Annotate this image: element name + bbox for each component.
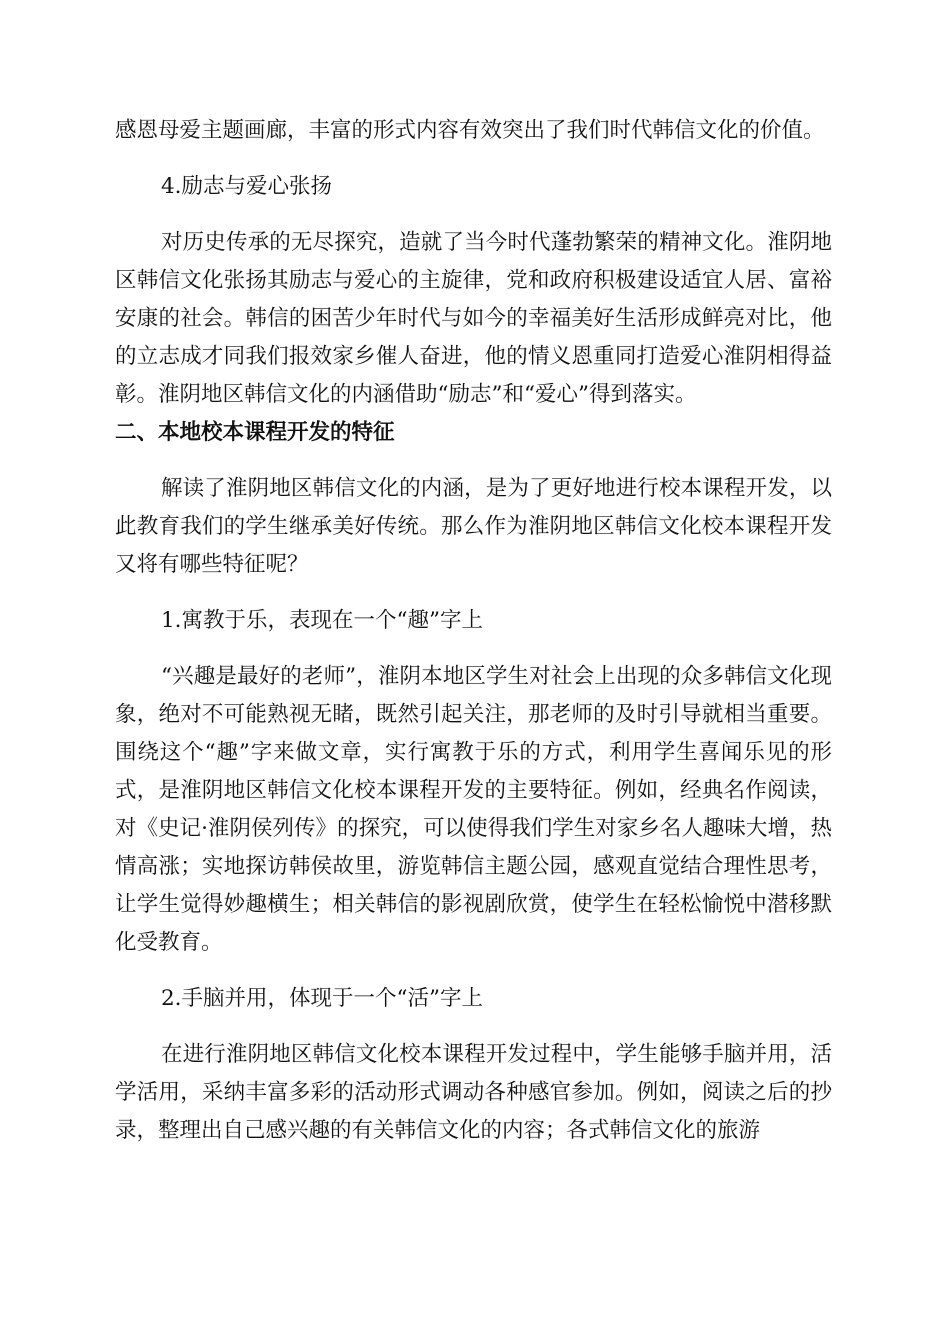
paragraph-curriculum-intro: 解读了淮阴地区韩信文化的内涵，是为了更好地进行校本课程开发，以此教育我们的学生继承美好传统。那么作为淮阴地区韩信文化校本课程开发又将有哪些特征呢？ bbox=[115, 476, 832, 577]
subsection-title-1: 1.寓教于乐，表现在一个“趣”字上 bbox=[161, 608, 483, 633]
document-body bbox=[115, 112, 832, 1150]
subsection-title-4: 4.励志与爱心张扬 bbox=[161, 174, 333, 199]
paragraph-hands-on: 在进行淮阴地区韩信文化校本课程开发过程中，学生能够手脑并用，活学活用，采纳丰富多彩的活动形式调动各种感官参加。例如，阅读之后的抄录，整理出自己感兴趣的有关韩信文化的内容；各式韩信文化的旅游 bbox=[115, 1042, 832, 1143]
paragraph-interest: “兴趣是最好的老师”，淮阴本地区学生对社会上出现的众多韩信文化现象，绝对不可能熟视无睹，既然引起关注，那老师的及时引导就相当重要。围绕这个“趣”字来做文章，实行寓教于乐的方式，利用学生喜闻乐见的形式，是淮阴地区韩信文化校本课程开发的主要特征。例如，经典名作阅读，对《史记·淮阴侯列传》的探究，可以使得我们学生对家乡名人趣味大增，热情高涨；实地探访韩侯故里，游览韩信主题公园，感观直觉结合理性思考，让学生觉得妙趣横生；相关韩信的影视剧欣赏，使学生在轻松愉悦中潜移默化受教育。 bbox=[115, 664, 832, 955]
paragraph-inspiration-love: 对历史传承的无尽探究，造就了当今时代蓬勃繁荣的精神文化。淮阴地区韩信文化张扬其励志与爱心的主旋律，党和政府积极建设适宜人居、富裕安康的社会。韩信的困苦少年时代与如今的幸福美好生活形成鲜亮对比，他的立志成才同我们报效家乡催人奋进，他的情义恩重同打造爱心淮阴相得益彰。淮阴地区韩信文化的内涵借助“励志”和“爱心”得到落实。 bbox=[115, 230, 832, 407]
subsection-title-2: 2.手脑并用，体现于一个“活”字上 bbox=[161, 986, 483, 1011]
section-heading-2: 二、本地校本课程开发的特征 bbox=[115, 420, 395, 445]
paragraph-continuation: 感恩母爱主题画廊，丰富的形式内容有效突出了我们时代韩信文化的价值。 bbox=[115, 118, 825, 143]
